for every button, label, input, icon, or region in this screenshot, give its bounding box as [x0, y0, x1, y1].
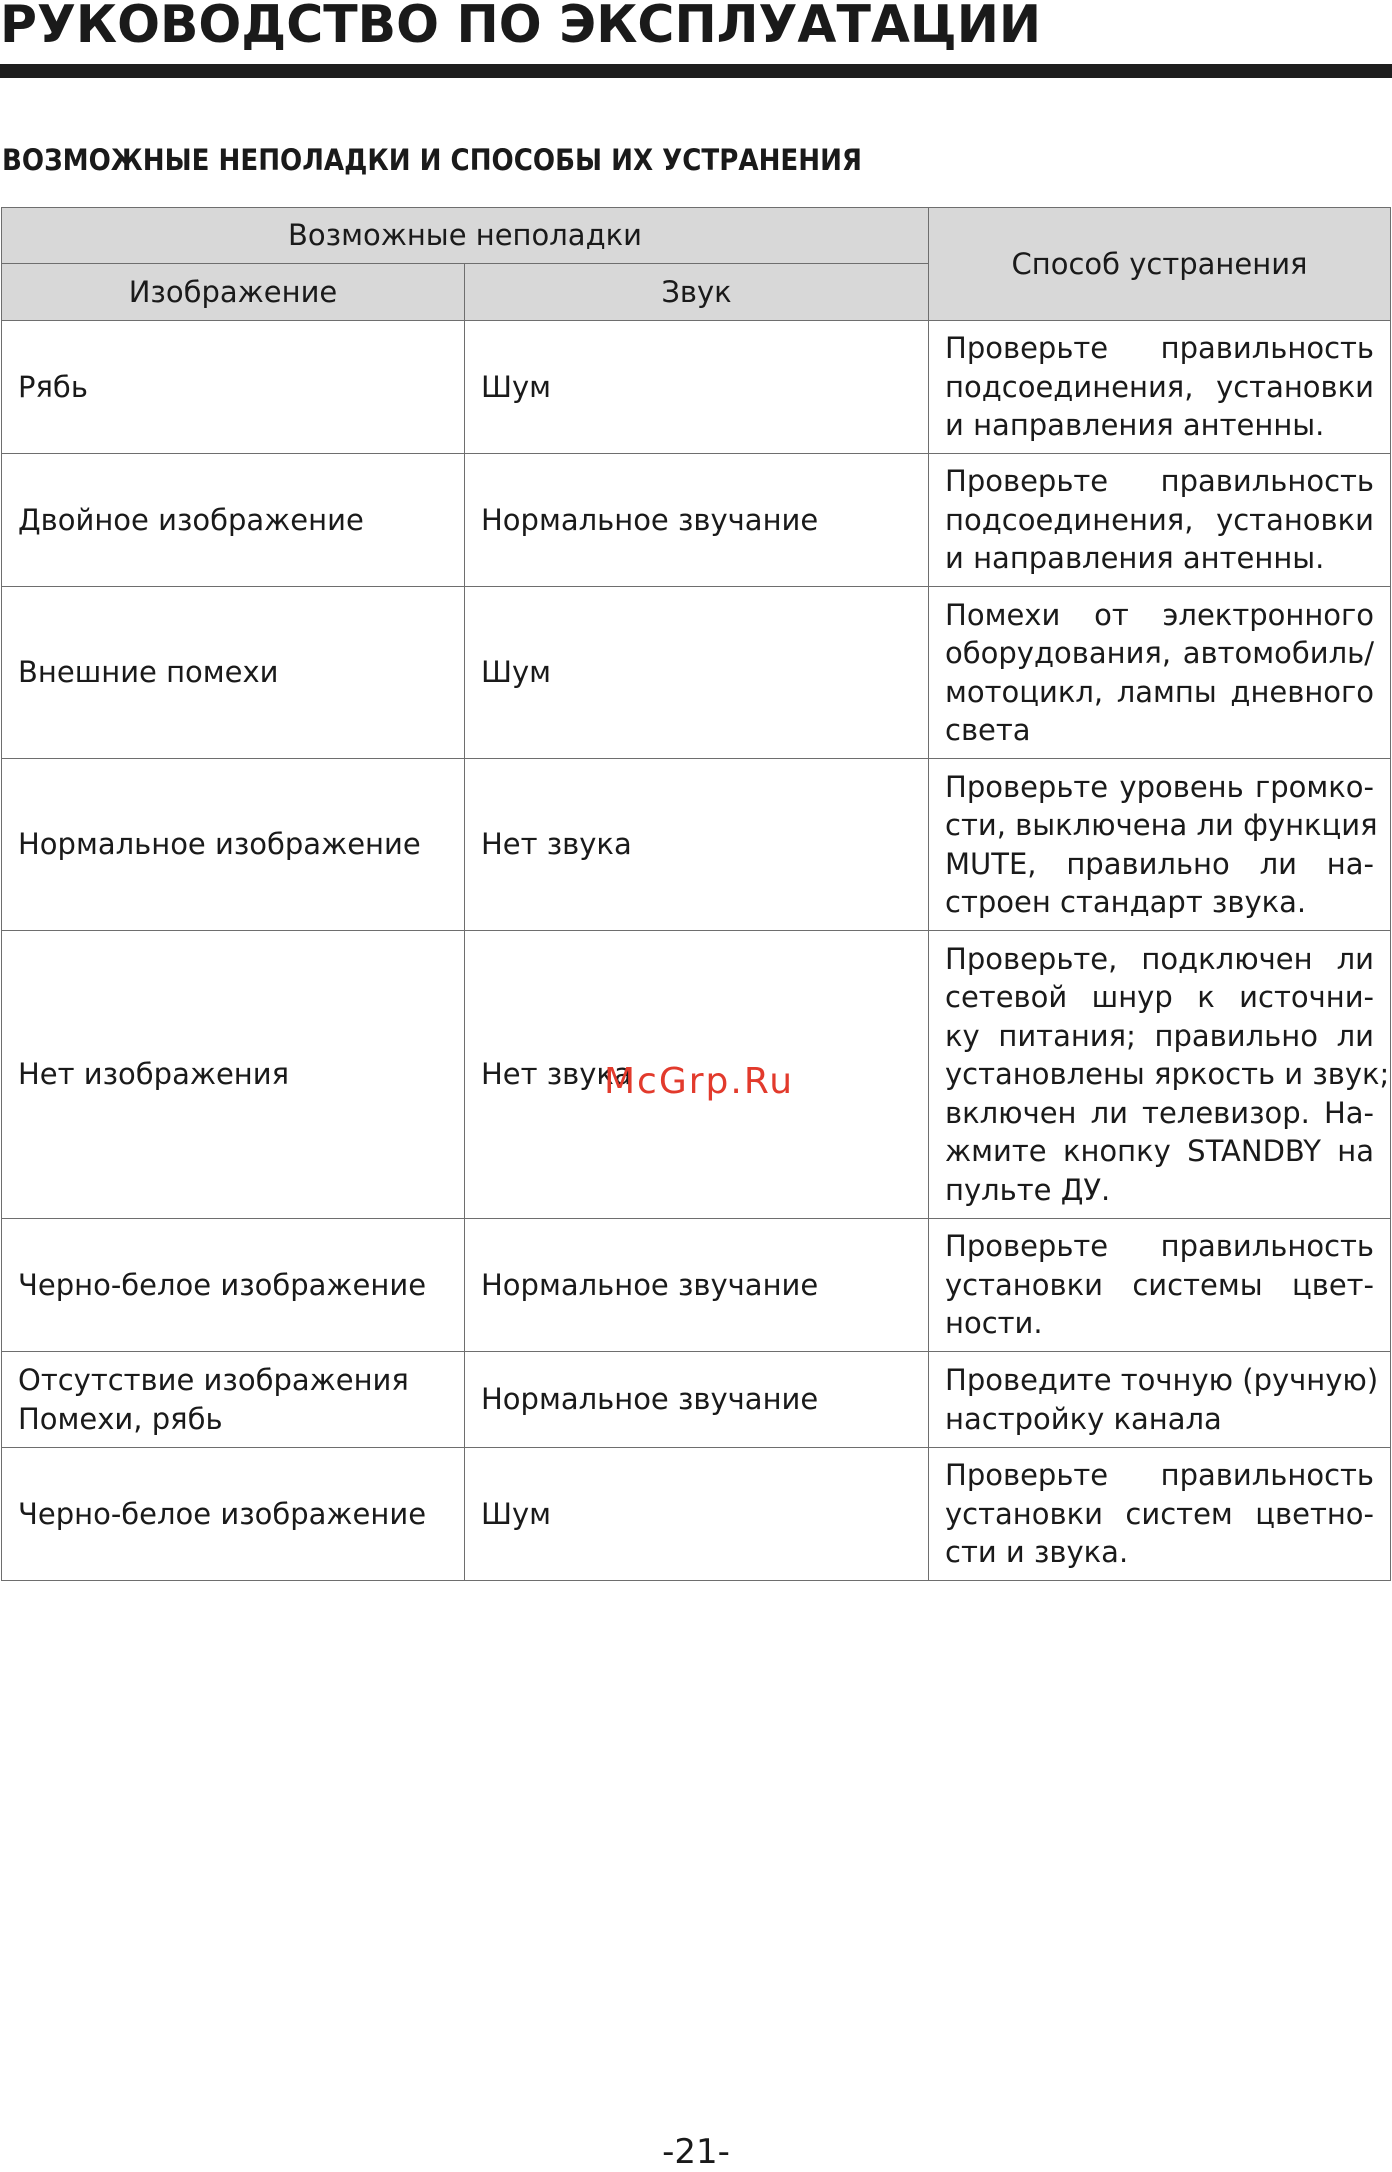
remedy-cell [929, 1448, 1391, 1581]
image-issue-text: Внешние помехи [18, 655, 279, 690]
remedy-line: установки систем цветно- [945, 1496, 1375, 1531]
table-body [2, 321, 1391, 1581]
remedy-line: сти, выключена ли функция [945, 808, 1378, 842]
table-row [2, 759, 1391, 931]
remedy-line: сти и звука. [945, 1535, 1129, 1570]
sound-issue-cell [465, 1352, 929, 1448]
image-issue-cell [2, 1219, 465, 1352]
remedy-line: MUTE, правильно ли на- [945, 846, 1375, 881]
table-row [2, 1219, 1391, 1352]
sound-issue-text: Нормальное звучание [481, 502, 819, 537]
image-issue-text: Рябь [18, 369, 88, 404]
remedy-line: мотоцикл, лампы дневного [945, 674, 1375, 709]
remedy-line: Проверьте правильность [945, 331, 1375, 366]
image-issue-cell [2, 759, 465, 931]
table-row [2, 1352, 1391, 1448]
remedy-cell [929, 1352, 1391, 1448]
image-issue-text: Нет изображения [18, 1057, 290, 1092]
remedy-cell [929, 1219, 1391, 1352]
image-issue-cell [2, 1352, 465, 1448]
remedy-line: пульте ДУ. [945, 1172, 1111, 1207]
watermark: McGrp.Ru [604, 1061, 795, 1102]
image-issue-cell [2, 1448, 465, 1581]
remedy-line: Проверьте правильность [945, 464, 1375, 499]
sound-issue-text: Нет звука [481, 827, 632, 862]
sound-issue-cell [465, 1219, 929, 1352]
header-remedy: Способ устранения [929, 208, 1391, 321]
table-row [2, 454, 1391, 587]
remedy-line: включен ли телевизор. На- [945, 1095, 1375, 1130]
remedy-line: жмите кнопку STANDBY на [945, 1134, 1375, 1169]
remedy-line: и направления антенны. [945, 541, 1325, 576]
remedy-cell [929, 931, 1391, 1219]
page-number: -21- [662, 2132, 730, 2172]
remedy-line: установки системы цвет- [945, 1267, 1375, 1302]
sound-issue-text: Шум [481, 369, 552, 404]
remedy-line: Проверьте, подключен ли [945, 941, 1375, 976]
image-issue-cell [2, 454, 465, 587]
remedy-line: сетевой шнур к источни- [945, 980, 1375, 1015]
image-issue-text: Черно-белое изображение [18, 1496, 427, 1531]
remedy-line: Проведите точную (ручную) [945, 1363, 1379, 1397]
table-row [2, 1448, 1391, 1581]
image-issue-cell [2, 321, 465, 454]
troubleshooting-table [1, 207, 1391, 1581]
remedy-line: ку питания; правильно ли [945, 1018, 1375, 1053]
remedy-cell [929, 321, 1391, 454]
image-issue-text: Черно-белое изображение [18, 1267, 427, 1302]
remedy-cell [929, 587, 1391, 759]
image-issue-text: Помехи, рябь [18, 1401, 223, 1436]
remedy-cell [929, 759, 1391, 931]
header-possible-issues: Возможные неполадки [2, 208, 929, 264]
remedy-line: подсоединения, установки [945, 502, 1375, 537]
sound-issue-cell [465, 321, 929, 454]
sound-issue-cell [465, 1448, 929, 1581]
sound-issue-text: Шум [481, 655, 552, 690]
sound-issue-text: Нет звука [481, 1057, 632, 1092]
sound-issue-cell [465, 454, 929, 587]
remedy-line: установлены яркость и звук; [945, 1057, 1390, 1092]
sound-issue-text: Шум [481, 1496, 552, 1531]
remedy-line: света [945, 713, 1031, 747]
image-issue-cell [2, 931, 465, 1219]
sound-issue-text: Нормальное звучание [481, 1267, 819, 1302]
remedy-line: ности. [945, 1306, 1043, 1341]
remedy-line: и направления антенны. [945, 408, 1325, 443]
image-issue-text: Двойное изображение [18, 502, 364, 537]
remedy-line: строен стандарт звука. [945, 885, 1307, 919]
remedy-line: оборудования, автомобиль/ [945, 636, 1375, 670]
title-rule [0, 64, 1392, 78]
remedy-line: настройку канала [945, 1401, 1222, 1436]
remedy-line: Помехи от электронного [945, 597, 1375, 632]
remedy-line: Проверьте уровень громко- [945, 769, 1375, 804]
image-issue-text: Отсутствие изображения [18, 1363, 409, 1397]
section-heading: ВОЗМОЖНЫЕ НЕПОЛАДКИ И СПОСОБЫ ИХ УСТРАНЕНИЯ [2, 143, 863, 177]
header-image: Изображение [2, 264, 465, 321]
sound-issue-text: Нормальное звучание [481, 1382, 819, 1417]
page-title: РУКОВОДСТВО ПО ЭКСПЛУАТАЦИИ [0, 0, 1042, 55]
remedy-line: подсоединения, установки [945, 369, 1375, 404]
remedy-cell [929, 454, 1391, 587]
remedy-line: Проверьте правильность [945, 1458, 1375, 1493]
sound-issue-cell [465, 759, 929, 931]
table-row [2, 587, 1391, 759]
remedy-line: Проверьте правильность [945, 1229, 1375, 1264]
header-sound: Звук [465, 264, 929, 321]
image-issue-cell [2, 587, 465, 759]
image-issue-text: Нормальное изображение [18, 827, 421, 862]
sound-issue-cell [465, 587, 929, 759]
table-row [2, 321, 1391, 454]
